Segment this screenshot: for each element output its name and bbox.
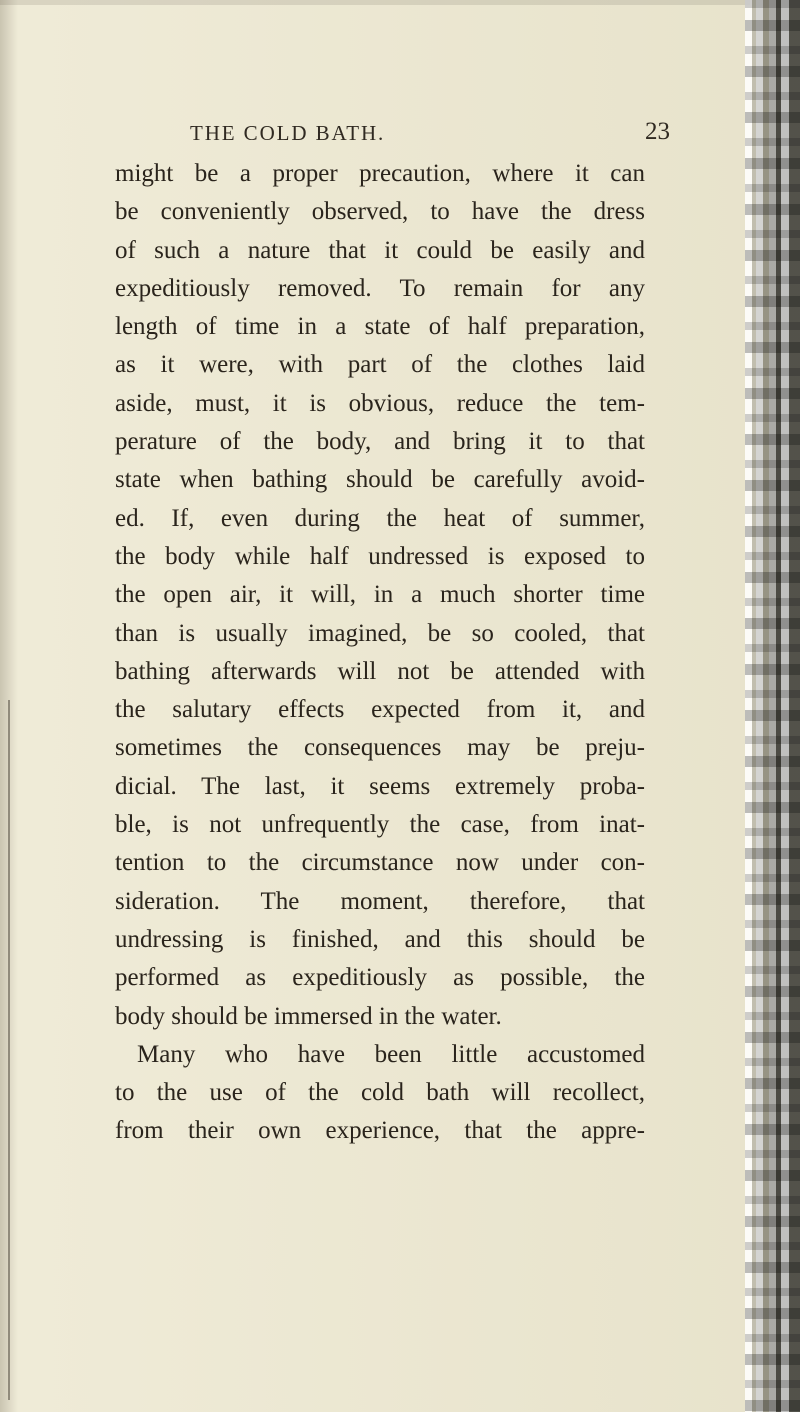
text-line: be conveniently observed, to have the dress: [115, 198, 645, 226]
text-line: performed as expeditiously as possible, the: [115, 964, 645, 992]
text-line: as it were, with part of the clothes laid: [115, 351, 645, 379]
text-line: might be a proper precaution, where it can: [115, 160, 645, 187]
text-line: the salutary effects expected from it, and: [115, 696, 645, 724]
scanned-page-edge-texture: [745, 0, 800, 1412]
left-gutter-line: [8, 700, 10, 1400]
page-top-edge: [0, 0, 750, 5]
text-line: the body while half undressed is exposed to: [115, 542, 645, 570]
text-line: ble, is not unfrequently the case, from inat-: [115, 811, 645, 839]
text-line: of such a nature that it could be easily and: [115, 236, 645, 264]
text-line: expeditiously removed. To remain for any: [115, 274, 645, 302]
text-line: sometimes the consequences may be preju-: [115, 734, 645, 762]
text-line: dicial. The last, it seems extremely proba-: [115, 772, 645, 800]
text-line: sideration. The moment, therefore, that: [115, 887, 645, 915]
text-line: state when bathing should be carefully avoid-: [115, 466, 645, 494]
body-text: [115, 155, 645, 1151]
text-line: perature of the body, and bring it to that: [115, 428, 645, 456]
text-line: the open air, it will, in a much shorter time: [115, 581, 645, 609]
text-line: body should be immersed in the water.: [115, 1002, 502, 1030]
text-line: bathing afterwards will not be attended with: [115, 657, 645, 685]
text-line: than is usually imagined, be so cooled, that: [115, 619, 645, 647]
text-line: to the use of the cold bath will recollect,: [115, 1079, 645, 1107]
text-line: undressing is finished, and this should be: [115, 925, 645, 953]
text-line: from their own experience, that the appre-: [115, 1117, 645, 1145]
text-line: tention to the circumstance now under con-: [115, 849, 645, 877]
running-head: THE COLD BATH.: [190, 121, 386, 145]
page-number: 23: [645, 118, 670, 145]
text-line: length of time in a state of half preparation,: [115, 313, 645, 341]
text-line: ed. If, even during the heat of summer,: [115, 504, 645, 532]
text-line: Many who have been little accustomed: [137, 1040, 645, 1068]
text-line: aside, must, it is obvious, reduce the tem-: [115, 389, 645, 417]
